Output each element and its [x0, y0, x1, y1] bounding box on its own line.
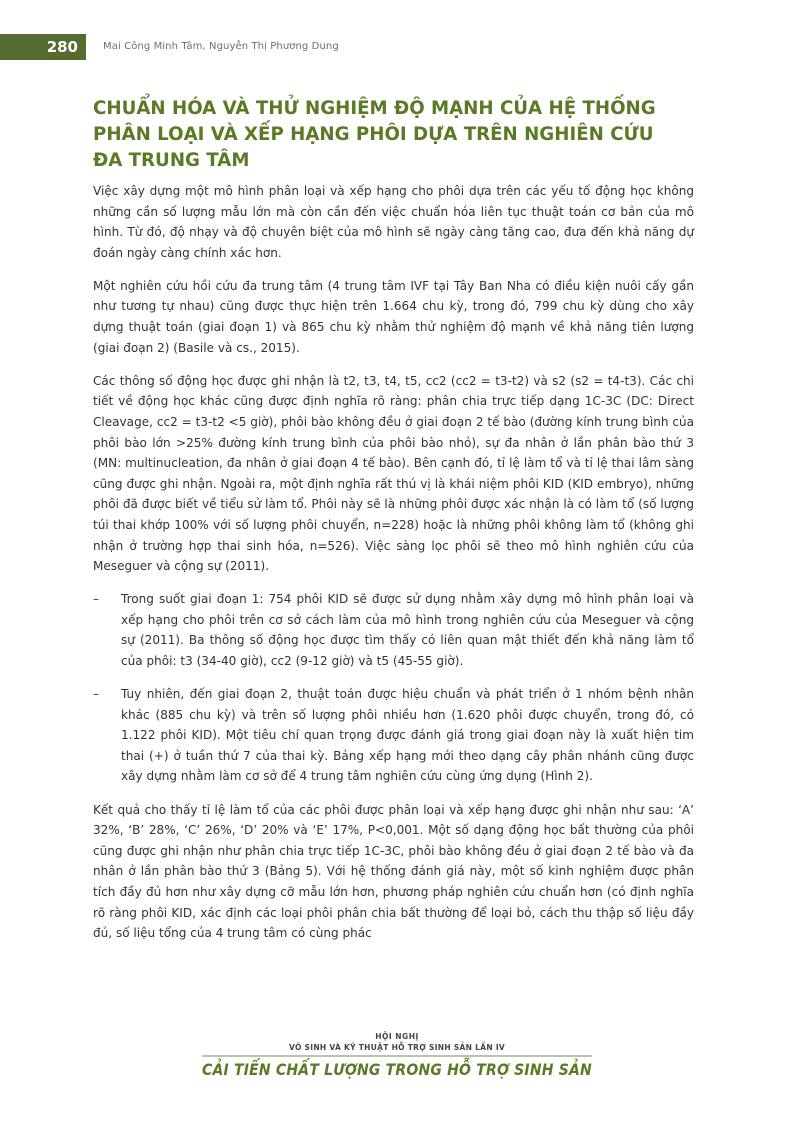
footer-line-2: VÔ SINH VÀ KỸ THUẬT HỖ TRỢ SINH SẢN LẦN IV — [288, 1043, 506, 1052]
section-title-line: ĐA TRUNG TÂM — [93, 150, 250, 171]
paragraph: Kết quả cho thấy tỉ lệ làm tổ của các phôi được phân loại và xếp hạng được ghi nhận như sau: ‘A’ 32%, ‘B’ 28%, ‘C’ 26%, ‘D’ 20% và ‘E’ 17%, P<0,001. Một số dạng động học bất thường của phôi cũng được ghi nhận như phân chia trực tiếp 1C-3C, phôi bào không đều ở giai đoạn 2 tế bào và đa nhân ở lần phân bào thứ 3 (Bảng 5). Với hệ thống đánh giá này, một số kinh nghiệm được phân tích đầy đủ hơn như xây dựng cỡ mẫu lớn hơn, phương pháp nghiên cứu chuẩn hơn (có định nghĩa rõ ràng phôi KID, xác định các loại phôi phân chia bất thường để loại bỏ, cách thu thập số liệu đầy đủ, số liệu tổng của 4 trung tâm có cùng phác — [93, 802, 694, 941]
bullet-dash: – — [93, 687, 100, 702]
footer-slogan: CẢI TIẾN CHẤT LƯỢNG TRONG HỖ TRỢ SINH SẢN — [202, 1055, 592, 1079]
bullet-item — [93, 684, 694, 787]
conference-footer — [0, 1032, 794, 1078]
page-number-badge — [0, 34, 86, 60]
article-body — [93, 181, 694, 956]
bullet-text: Tuy nhiên, đến giai đoạn 2, thuật toán được hiệu chuẩn và phát triển ở 1 nhóm bệnh nhân khác (885 chu kỳ) và trên số lượng phôi nhiều hơn (1.620 phôi được chuyển, trong đó, có 1.122 phôi KID). Một tiêu chí quan trọng được đánh giá trong giai đoạn này là xuất hiện tim thai (+) ở tuần thứ 7 của thai kỳ. Bảng xếp hạng mới theo dạng cây phân nhánh cũng được xây dựng nhằm làm cơ sở để 4 trung tâm nghiên cứu cùng ứng dụng (Hình 2). — [121, 687, 694, 784]
paragraph: Việc xây dựng một mô hình phân loại và xếp hạng cho phôi dựa trên các yếu tố động học không những cần số lượng mẫu lớn mà còn cần đến việc chuẩn hóa liên tục thuật toán cơ bản của mô hình. Từ đó, độ nhạy và độ chuyên biệt của mô hình sẽ ngày càng tăng cao, đưa đến khả năng dự đoán ngày càng chính xác hơn. — [93, 184, 694, 260]
bullet-list — [93, 589, 694, 787]
bullet-item — [93, 589, 694, 671]
section-title-line: CHUẨN HÓA VÀ THỬ NGHIỆM ĐỘ MẠNH CỦA HỆ THỐNG — [93, 98, 656, 119]
paragraph: Một nghiên cứu hồi cứu đa trung tâm (4 trung tâm IVF tại Tây Ban Nha có điều kiện nuôi cấy gần như tương tự nhau) cũng được thực hiện trên 1.664 chu kỳ, trong đó, 799 chu kỳ dùng cho xây dựng thuật toán (giai đoạn 1) và 865 chu kỳ nhằm thử nghiệm độ mạnh về khả năng tiên lượng (giai đoạn 2) (Basile và cs., 2015). — [93, 278, 694, 355]
footer-line-1: HỘI NGHỊ — [375, 1032, 419, 1041]
section-title-line: PHÂN LOẠI VÀ XẾP HẠNG PHÔI DỰA TRÊN NGHIÊN CỨU — [93, 124, 654, 145]
page-number: 280 — [46, 38, 78, 56]
paragraph: Các thông số động học được ghi nhận là t2, t3, t4, t5, cc2 (cc2 = t3-t2) và s2 (s2 = t4-t3). Các chi tiết về động học khác cũng được định nghĩa rõ ràng: phân chia trực tiếp dạng 1C-3C (DC: Direct Cleavage, cc2 = t3-t2 <5 giờ), phôi bào không đều ở giai đoạn 2 tế bào (đường kính trung bình của phôi bào lớn >25% đường kính trung bình của phôi bào nhỏ), sự đa nhân ở lần phân bào thứ 3 (MN: multinucleation, đa nhân ở giai đoạn 4 tế bào). Bên cạnh đó, tỉ lệ làm tổ và tỉ lệ thai lâm sàng cũng được ghi nhận. Ngoài ra, một định nghĩa rất thú vị là khái niệm phôi KID (KID embryo), những phôi đã được biết về tiểu sử làm tổ. Phôi này sẽ là những phôi được xác nhận là có làm tổ (số lượng túi thai khớp 100% với số lượng phôi chuyển, n=228) hoặc là những phôi không làm tổ (không ghi nhận ở trường hợp thai sinh hóa, n=526). Việc sàng lọc phôi sẽ theo mô hình nghiên cứu của Meseguer và cộng sự (2011). — [93, 373, 694, 574]
bullet-dash: – — [93, 592, 100, 607]
section-title — [93, 96, 693, 174]
running-header-authors: Mai Công Minh Tâm, Nguyễn Thị Phương Dung — [103, 41, 339, 52]
bullet-text: Trong suốt giai đoạn 1: 754 phôi KID sẽ được sử dụng nhằm xây dựng mô hình phân loại và xếp hạng cho phôi trên cơ sở cách làm của mô hình trong nghiên cứu của Meseguer và cộng sự (2011). Ba thông số động học được tìm thấy có liên quan mật thiết đến khả năng làm tổ của phôi: t3 (34-40 giờ), cc2 (9-12 giờ) và t5 (45-55 giờ). — [121, 592, 694, 668]
